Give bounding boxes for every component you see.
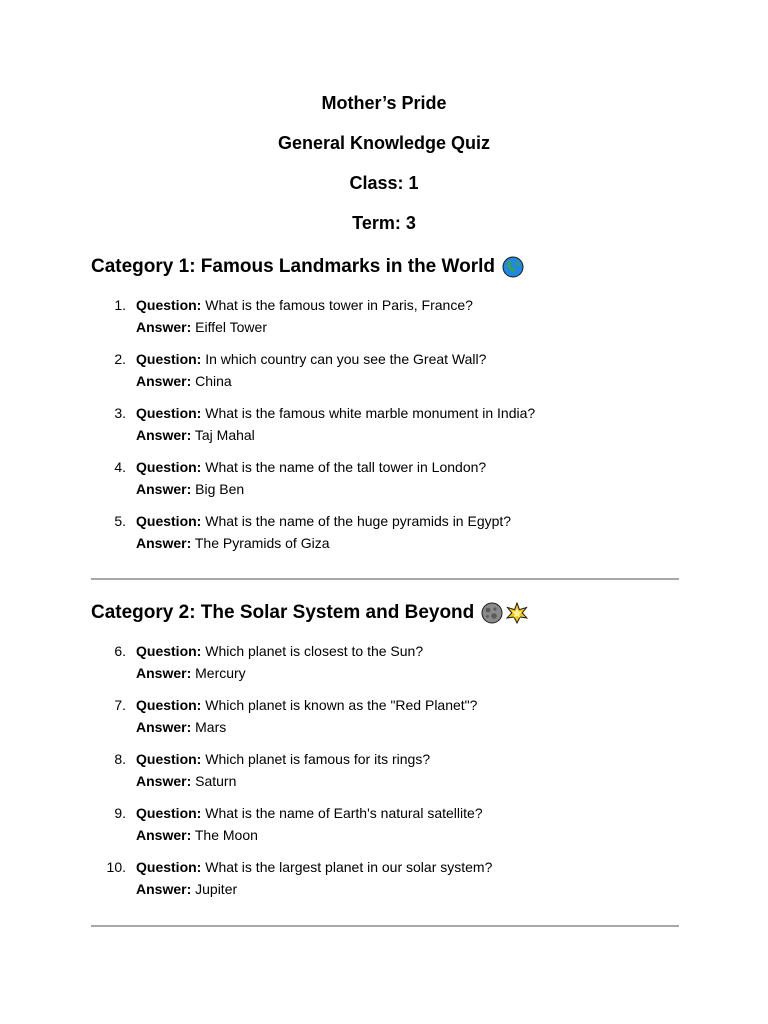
answer-text: China bbox=[195, 373, 232, 389]
category-title: Category 2: The Solar System and Beyond bbox=[91, 602, 475, 623]
list-item bbox=[91, 748, 679, 792]
list-item bbox=[91, 856, 679, 900]
moon-icon bbox=[481, 602, 503, 624]
answer-text: Saturn bbox=[195, 773, 237, 789]
question-label: Question: bbox=[136, 513, 202, 529]
question-line bbox=[136, 456, 679, 478]
item-number: 9. bbox=[114, 805, 126, 821]
question-text: In which country can you see the Great Wall? bbox=[205, 351, 487, 367]
category-heading bbox=[91, 600, 679, 626]
item-number: 3. bbox=[114, 405, 126, 421]
answer-line bbox=[136, 716, 679, 738]
answer-label: Answer: bbox=[136, 719, 192, 735]
list-item bbox=[91, 402, 679, 446]
answer-text: The Moon bbox=[194, 827, 258, 843]
globe-icon bbox=[502, 256, 524, 278]
answer-text: Big Ben bbox=[195, 481, 245, 497]
list-item bbox=[91, 294, 679, 338]
school-name: Mother’s Pride bbox=[321, 93, 447, 113]
category-1-section bbox=[91, 254, 679, 564]
document-header bbox=[0, 93, 768, 253]
question-line bbox=[136, 402, 679, 424]
answer-text: Mercury bbox=[195, 665, 246, 681]
answer-label: Answer: bbox=[136, 535, 192, 551]
list-item bbox=[91, 348, 679, 392]
question-list bbox=[91, 294, 679, 554]
question-text: What is the famous tower in Paris, France? bbox=[205, 297, 473, 313]
answer-line bbox=[136, 532, 679, 554]
answer-line bbox=[136, 662, 679, 684]
star-icon bbox=[506, 602, 528, 624]
section-divider bbox=[91, 925, 679, 927]
category-2-section bbox=[91, 600, 679, 910]
answer-line bbox=[136, 424, 679, 446]
question-line bbox=[136, 802, 679, 824]
question-text: What is the name of the tall tower in London? bbox=[205, 459, 487, 475]
item-number: 5. bbox=[114, 513, 126, 529]
answer-line bbox=[136, 370, 679, 392]
answer-line bbox=[136, 824, 679, 846]
question-label: Question: bbox=[136, 459, 202, 475]
item-number: 7. bbox=[114, 697, 126, 713]
section-divider bbox=[91, 578, 679, 580]
answer-label: Answer: bbox=[136, 319, 192, 335]
class-line: Class: 1 bbox=[349, 173, 419, 193]
answer-line bbox=[136, 770, 679, 792]
question-label: Question: bbox=[136, 351, 202, 367]
list-item bbox=[91, 456, 679, 500]
question-line bbox=[136, 348, 679, 370]
question-text: Which planet is closest to the Sun? bbox=[205, 643, 424, 659]
question-line bbox=[136, 694, 679, 716]
question-label: Question: bbox=[136, 697, 202, 713]
question-label: Question: bbox=[136, 751, 202, 767]
list-item bbox=[91, 510, 679, 554]
item-number: 4. bbox=[114, 459, 126, 475]
question-list bbox=[91, 640, 679, 900]
answer-label: Answer: bbox=[136, 481, 192, 497]
question-text: Which planet is known as the "Red Planet"? bbox=[205, 697, 478, 713]
category-title: Category 1: Famous Landmarks in the World bbox=[91, 256, 496, 277]
answer-text: Jupiter bbox=[195, 881, 238, 897]
answer-text: Eiffel Tower bbox=[195, 319, 267, 335]
list-item bbox=[91, 802, 679, 846]
item-number: 8. bbox=[114, 751, 126, 767]
answer-label: Answer: bbox=[136, 881, 192, 897]
answer-label: Answer: bbox=[136, 665, 192, 681]
question-text: What is the name of the huge pyramids in Egypt? bbox=[205, 513, 512, 529]
list-item bbox=[91, 694, 679, 738]
question-text: What is the largest planet in our solar system? bbox=[205, 859, 493, 875]
question-line bbox=[136, 748, 679, 770]
answer-label: Answer: bbox=[136, 773, 192, 789]
item-number: 10. bbox=[106, 859, 126, 875]
question-text: Which planet is famous for its rings? bbox=[205, 751, 431, 767]
item-number: 2. bbox=[114, 351, 126, 367]
answer-text: Mars bbox=[195, 719, 227, 735]
question-line bbox=[136, 640, 679, 662]
question-line bbox=[136, 510, 679, 532]
answer-line bbox=[136, 878, 679, 900]
question-text: What is the famous white marble monument in India? bbox=[205, 405, 536, 421]
category-heading bbox=[91, 254, 679, 280]
answer-label: Answer: bbox=[136, 827, 192, 843]
question-label: Question: bbox=[136, 405, 202, 421]
item-number: 6. bbox=[114, 643, 126, 659]
answer-label: Answer: bbox=[136, 427, 192, 443]
answer-line bbox=[136, 316, 679, 338]
question-text: What is the name of Earth's natural satellite? bbox=[205, 805, 483, 821]
answer-text: The Pyramids of Giza bbox=[194, 535, 330, 551]
question-label: Question: bbox=[136, 643, 202, 659]
answer-text: Taj Mahal bbox=[194, 427, 255, 443]
answer-line bbox=[136, 478, 679, 500]
question-label: Question: bbox=[136, 805, 202, 821]
question-label: Question: bbox=[136, 297, 202, 313]
list-item bbox=[91, 640, 679, 684]
answer-label: Answer: bbox=[136, 373, 192, 389]
question-label: Question: bbox=[136, 859, 202, 875]
quiz-title: General Knowledge Quiz bbox=[277, 133, 491, 153]
term-line: Term: 3 bbox=[352, 213, 416, 233]
item-number: 1. bbox=[114, 297, 126, 313]
question-line bbox=[136, 856, 679, 878]
question-line bbox=[136, 294, 679, 316]
